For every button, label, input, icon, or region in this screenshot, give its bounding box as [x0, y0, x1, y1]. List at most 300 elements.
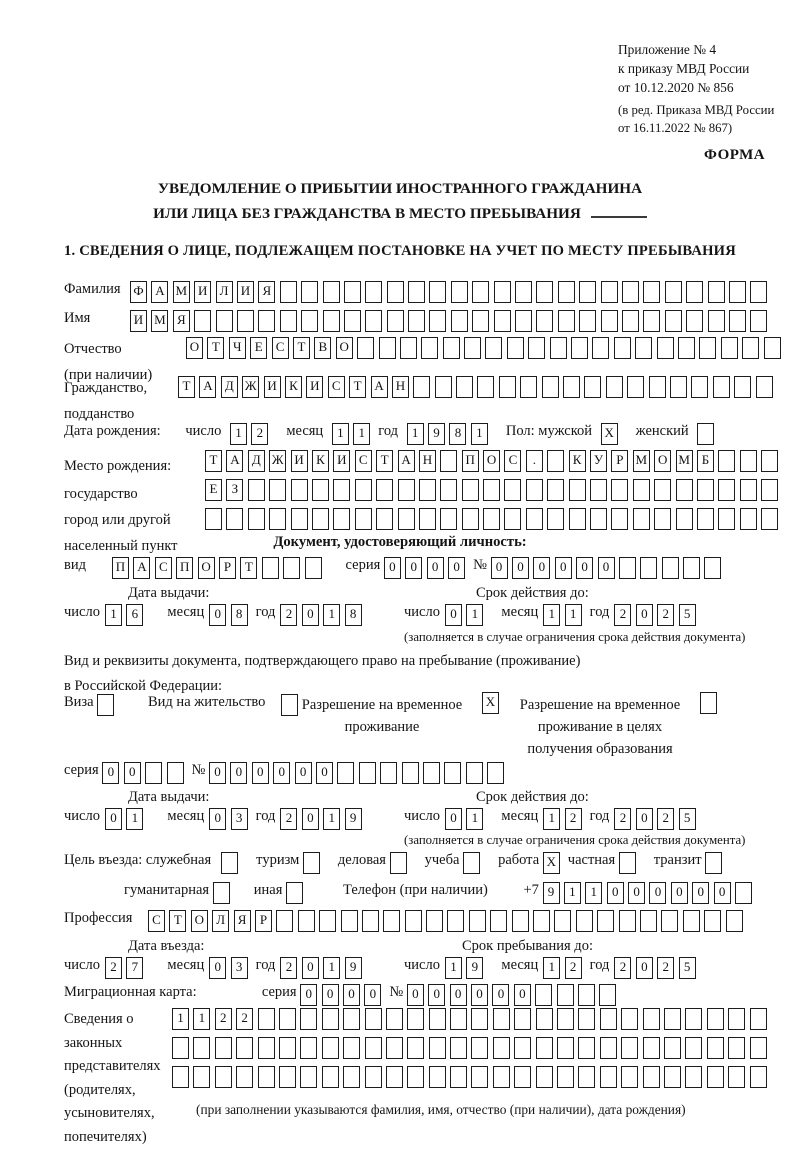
birth-month-cells[interactable]: [332, 423, 375, 445]
purpose-other-checkbox[interactable]: [286, 882, 307, 904]
form-cell[interactable]: [426, 910, 443, 932]
form-cell[interactable]: 0: [322, 984, 339, 1006]
form-cell[interactable]: 2: [236, 1008, 253, 1030]
form-cell[interactable]: [563, 376, 580, 398]
doc-seriya-cells[interactable]: [384, 557, 470, 579]
form-cell[interactable]: [365, 281, 382, 303]
form-cell[interactable]: Т: [293, 337, 310, 359]
form-cell[interactable]: [322, 1066, 339, 1088]
form-cell[interactable]: 1: [466, 808, 483, 830]
form-cell[interactable]: [611, 479, 628, 501]
form-cell[interactable]: [407, 1066, 424, 1088]
form-cell[interactable]: [579, 310, 596, 332]
form-cell[interactable]: [429, 1008, 446, 1030]
form-cell[interactable]: [764, 337, 781, 359]
form-cell[interactable]: [654, 479, 671, 501]
form-cell[interactable]: 1: [105, 604, 122, 626]
form-cell[interactable]: Я: [258, 281, 275, 303]
purpose-tourism-checkbox[interactable]: [303, 852, 324, 874]
form-cell[interactable]: 0: [450, 984, 467, 1006]
form-cell[interactable]: Н: [392, 376, 409, 398]
form-cell[interactable]: 0: [512, 557, 529, 579]
form-cell[interactable]: З: [226, 479, 243, 501]
form-cell[interactable]: 0: [343, 984, 360, 1006]
form-cell[interactable]: 1: [353, 423, 370, 445]
form-cell[interactable]: 0: [300, 984, 317, 1006]
form-cell[interactable]: [463, 852, 480, 874]
form-cell[interactable]: [542, 376, 559, 398]
form-cell[interactable]: 0: [598, 557, 615, 579]
form-cell[interactable]: [547, 479, 564, 501]
form-cell[interactable]: [456, 376, 473, 398]
form-cell[interactable]: [408, 310, 425, 332]
form-cell[interactable]: [429, 1066, 446, 1088]
form-cell[interactable]: 0: [407, 984, 424, 1006]
form-cell[interactable]: [305, 557, 322, 579]
form-cell[interactable]: [435, 376, 452, 398]
form-cell[interactable]: [750, 281, 767, 303]
form-cell[interactable]: 6: [126, 604, 143, 626]
form-cell[interactable]: 8: [449, 423, 466, 445]
form-cell[interactable]: А: [151, 281, 168, 303]
form-cell[interactable]: [708, 310, 725, 332]
form-cell[interactable]: [258, 1037, 275, 1059]
form-cell[interactable]: 0: [428, 984, 445, 1006]
form-cell[interactable]: 0: [302, 808, 319, 830]
sex-female-checkbox[interactable]: [697, 423, 718, 445]
citizenship-cells[interactable]: [178, 376, 777, 398]
form-cell[interactable]: [276, 910, 293, 932]
form-cell[interactable]: 0: [628, 882, 645, 904]
form-cell[interactable]: [494, 310, 511, 332]
form-cell[interactable]: Б: [697, 450, 714, 472]
form-cell[interactable]: 2: [251, 423, 268, 445]
form-cell[interactable]: 0: [209, 957, 226, 979]
form-cell[interactable]: 0: [302, 957, 319, 979]
doc-issue-day-cells[interactable]: [105, 604, 148, 626]
form-cell[interactable]: В: [314, 337, 331, 359]
form-cell[interactable]: [611, 508, 628, 530]
form-cell[interactable]: [312, 508, 329, 530]
form-cell[interactable]: 2: [657, 957, 674, 979]
form-cell[interactable]: 0: [671, 882, 688, 904]
form-cell[interactable]: X: [482, 692, 499, 714]
form-cell[interactable]: [493, 1037, 510, 1059]
form-cell[interactable]: [400, 337, 417, 359]
form-cell[interactable]: [726, 910, 743, 932]
form-cell[interactable]: [578, 1037, 595, 1059]
form-cell[interactable]: [734, 376, 751, 398]
form-cell[interactable]: [405, 910, 422, 932]
form-cell[interactable]: [691, 376, 708, 398]
form-cell[interactable]: [440, 479, 457, 501]
form-cell[interactable]: [421, 337, 438, 359]
form-cell[interactable]: 0: [607, 882, 624, 904]
form-cell[interactable]: 2: [657, 604, 674, 626]
form-cell[interactable]: [718, 450, 735, 472]
form-cell[interactable]: [740, 508, 757, 530]
doc-issue-year-cells[interactable]: [280, 604, 366, 626]
form-cell[interactable]: О: [191, 910, 208, 932]
doc-kind-cells[interactable]: [112, 557, 326, 579]
form-cell[interactable]: [466, 762, 483, 784]
form-cell[interactable]: [283, 557, 300, 579]
form-cell[interactable]: О: [654, 450, 671, 472]
form-cell[interactable]: 2: [280, 808, 297, 830]
form-cell[interactable]: [387, 281, 404, 303]
form-cell[interactable]: К: [285, 376, 302, 398]
profession-cells[interactable]: [148, 910, 747, 932]
form-cell[interactable]: [686, 281, 703, 303]
form-cell[interactable]: 0: [427, 557, 444, 579]
form-cell[interactable]: [761, 508, 778, 530]
form-cell[interactable]: [298, 910, 315, 932]
entry-day-cells[interactable]: [105, 957, 148, 979]
form-cell[interactable]: [528, 337, 545, 359]
form-cell[interactable]: [471, 1037, 488, 1059]
form-cell[interactable]: А: [133, 557, 150, 579]
form-cell[interactable]: [215, 1066, 232, 1088]
form-cell[interactable]: Р: [611, 450, 628, 472]
form-cell[interactable]: 2: [105, 957, 122, 979]
form-cell[interactable]: [514, 1008, 531, 1030]
doc-valid-month-cells[interactable]: [543, 604, 586, 626]
form-cell[interactable]: Т: [240, 557, 257, 579]
form-cell[interactable]: [697, 508, 714, 530]
form-cell[interactable]: Ж: [269, 450, 286, 472]
doc-valid-year-cells[interactable]: [614, 604, 700, 626]
form-cell[interactable]: [443, 337, 460, 359]
form-cell[interactable]: [665, 281, 682, 303]
form-cell[interactable]: 9: [345, 808, 362, 830]
form-cell[interactable]: [376, 479, 393, 501]
purpose-official-checkbox[interactable]: [221, 852, 242, 874]
form-cell[interactable]: [654, 508, 671, 530]
form-cell[interactable]: [536, 1008, 553, 1030]
doc-valid-day-cells[interactable]: [445, 604, 488, 626]
form-cell[interactable]: Ф: [130, 281, 147, 303]
doc-no-cells[interactable]: [491, 557, 726, 579]
form-cell[interactable]: [387, 310, 404, 332]
form-cell[interactable]: А: [398, 450, 415, 472]
form-cell[interactable]: 0: [636, 808, 653, 830]
form-cell[interactable]: [226, 508, 243, 530]
form-cell[interactable]: [440, 450, 457, 472]
form-cell[interactable]: [337, 762, 354, 784]
form-cell[interactable]: [472, 310, 489, 332]
form-cell[interactable]: [619, 852, 636, 874]
form-cell[interactable]: [319, 910, 336, 932]
form-cell[interactable]: Р: [219, 557, 236, 579]
form-cell[interactable]: [718, 479, 735, 501]
form-cell[interactable]: [600, 1066, 617, 1088]
form-cell[interactable]: [622, 281, 639, 303]
form-cell[interactable]: [554, 910, 571, 932]
form-cell[interactable]: Я: [234, 910, 251, 932]
form-cell[interactable]: 0: [533, 557, 550, 579]
form-cell[interactable]: [451, 281, 468, 303]
form-cell[interactable]: 0: [105, 808, 122, 830]
temp-permit-checkbox[interactable]: [482, 692, 503, 714]
form-cell[interactable]: 8: [345, 604, 362, 626]
form-cell[interactable]: 1: [543, 957, 560, 979]
form-cell[interactable]: [704, 557, 721, 579]
sex-male-checkbox[interactable]: [601, 423, 622, 445]
form-cell[interactable]: 2: [614, 808, 631, 830]
form-cell[interactable]: [447, 910, 464, 932]
permit-valid-year-cells[interactable]: [614, 808, 700, 830]
form-cell[interactable]: [742, 337, 759, 359]
stay-year-cells[interactable]: [614, 957, 700, 979]
form-cell[interactable]: О: [483, 450, 500, 472]
form-cell[interactable]: [601, 310, 618, 332]
form-cell[interactable]: [504, 479, 521, 501]
form-cell[interactable]: [386, 1066, 403, 1088]
form-cell[interactable]: 1: [332, 423, 349, 445]
form-cell[interactable]: [721, 337, 738, 359]
form-cell[interactable]: [236, 1066, 253, 1088]
form-cell[interactable]: [558, 281, 575, 303]
form-cell[interactable]: [683, 910, 700, 932]
form-cell[interactable]: [547, 450, 564, 472]
form-cell[interactable]: [493, 1008, 510, 1030]
form-cell[interactable]: [547, 508, 564, 530]
form-cell[interactable]: [664, 1066, 681, 1088]
form-cell[interactable]: [280, 310, 297, 332]
form-cell[interactable]: [597, 910, 614, 932]
form-cell[interactable]: Л: [216, 281, 233, 303]
form-cell[interactable]: [649, 376, 666, 398]
permit-issue-day-cells[interactable]: [105, 808, 148, 830]
form-cell[interactable]: [487, 762, 504, 784]
form-cell[interactable]: [686, 310, 703, 332]
form-cell[interactable]: [323, 310, 340, 332]
form-cell[interactable]: [379, 337, 396, 359]
form-cell[interactable]: К: [312, 450, 329, 472]
form-cell[interactable]: П: [112, 557, 129, 579]
form-cell[interactable]: [504, 508, 521, 530]
form-cell[interactable]: [450, 1008, 467, 1030]
form-cell[interactable]: 0: [491, 557, 508, 579]
permit-issue-year-cells[interactable]: [280, 808, 366, 830]
form-cell[interactable]: 1: [407, 423, 424, 445]
form-cell[interactable]: 3: [231, 808, 248, 830]
form-cell[interactable]: [707, 1066, 724, 1088]
form-cell[interactable]: П: [462, 450, 479, 472]
form-cell[interactable]: 1: [585, 882, 602, 904]
form-cell[interactable]: [248, 508, 265, 530]
form-cell[interactable]: [483, 479, 500, 501]
form-cell[interactable]: .: [526, 450, 543, 472]
form-cell[interactable]: [462, 479, 479, 501]
form-cell[interactable]: [322, 1037, 339, 1059]
form-cell[interactable]: 2: [280, 604, 297, 626]
form-cell[interactable]: И: [306, 376, 323, 398]
form-cell[interactable]: [490, 910, 507, 932]
form-cell[interactable]: 0: [209, 604, 226, 626]
form-cell[interactable]: 0: [471, 984, 488, 1006]
form-cell[interactable]: [413, 376, 430, 398]
mig-no-cells[interactable]: [407, 984, 621, 1006]
form-cell[interactable]: [557, 1066, 574, 1088]
form-cell[interactable]: У: [590, 450, 607, 472]
form-cell[interactable]: 0: [445, 808, 462, 830]
form-cell[interactable]: [635, 337, 652, 359]
form-cell[interactable]: [708, 281, 725, 303]
form-cell[interactable]: 0: [209, 808, 226, 830]
form-cell[interactable]: [600, 1037, 617, 1059]
form-cell[interactable]: [398, 479, 415, 501]
form-cell[interactable]: [558, 310, 575, 332]
name-cells[interactable]: [130, 310, 772, 332]
form-cell[interactable]: О: [186, 337, 203, 359]
form-cell[interactable]: [286, 882, 303, 904]
form-cell[interactable]: [365, 1008, 382, 1030]
form-cell[interactable]: [193, 1066, 210, 1088]
patronymic-cells[interactable]: [186, 337, 785, 359]
form-cell[interactable]: [97, 694, 114, 716]
form-cell[interactable]: [291, 508, 308, 530]
form-cell[interactable]: [606, 376, 623, 398]
form-cell[interactable]: [419, 508, 436, 530]
form-cell[interactable]: [213, 882, 230, 904]
form-cell[interactable]: 9: [466, 957, 483, 979]
form-cell[interactable]: [640, 557, 657, 579]
form-cell[interactable]: [670, 376, 687, 398]
form-cell[interactable]: [662, 557, 679, 579]
form-cell[interactable]: [621, 1066, 638, 1088]
form-cell[interactable]: 1: [445, 957, 462, 979]
form-cell[interactable]: [643, 1037, 660, 1059]
form-cell[interactable]: [365, 1066, 382, 1088]
form-cell[interactable]: [536, 281, 553, 303]
form-cell[interactable]: Т: [349, 376, 366, 398]
form-cell[interactable]: [419, 479, 436, 501]
form-cell[interactable]: [590, 479, 607, 501]
form-cell[interactable]: 0: [252, 762, 269, 784]
form-cell[interactable]: Ч: [229, 337, 246, 359]
form-cell[interactable]: [402, 762, 419, 784]
form-cell[interactable]: [590, 508, 607, 530]
form-cell[interactable]: Т: [169, 910, 186, 932]
form-cell[interactable]: [357, 337, 374, 359]
form-cell[interactable]: [621, 1037, 638, 1059]
entry-year-cells[interactable]: [280, 957, 366, 979]
form-cell[interactable]: 0: [448, 557, 465, 579]
form-cell[interactable]: [761, 450, 778, 472]
form-cell[interactable]: [756, 376, 773, 398]
permit-seriya-cells[interactable]: [102, 762, 188, 784]
form-cell[interactable]: 0: [492, 984, 509, 1006]
form-cell[interactable]: [729, 310, 746, 332]
form-cell[interactable]: [344, 310, 361, 332]
form-cell[interactable]: [621, 1008, 638, 1030]
form-cell[interactable]: С: [355, 450, 372, 472]
form-cell[interactable]: С: [272, 337, 289, 359]
doc-issue-month-cells[interactable]: [209, 604, 252, 626]
form-cell[interactable]: А: [371, 376, 388, 398]
form-cell[interactable]: [622, 310, 639, 332]
form-cell[interactable]: [685, 1008, 702, 1030]
form-cell[interactable]: [643, 1008, 660, 1030]
form-cell[interactable]: [440, 508, 457, 530]
form-cell[interactable]: [600, 1008, 617, 1030]
form-cell[interactable]: И: [291, 450, 308, 472]
form-cell[interactable]: [557, 1037, 574, 1059]
form-cell[interactable]: 0: [514, 984, 531, 1006]
form-cell[interactable]: [683, 557, 700, 579]
purpose-business-checkbox[interactable]: [390, 852, 411, 874]
form-cell[interactable]: [423, 762, 440, 784]
form-cell[interactable]: 0: [649, 882, 666, 904]
purpose-transit-checkbox[interactable]: [705, 852, 726, 874]
form-cell[interactable]: [303, 852, 320, 874]
form-cell[interactable]: [750, 1066, 767, 1088]
form-cell[interactable]: [472, 281, 489, 303]
surname-cells[interactable]: [130, 281, 772, 303]
form-cell[interactable]: К: [569, 450, 586, 472]
form-cell[interactable]: И: [333, 450, 350, 472]
form-cell[interactable]: [578, 984, 595, 1006]
purpose-work-checkbox[interactable]: [543, 852, 564, 874]
form-cell[interactable]: [262, 557, 279, 579]
form-cell[interactable]: [300, 1008, 317, 1030]
form-cell[interactable]: 0: [316, 762, 333, 784]
form-cell[interactable]: [740, 479, 757, 501]
mig-seriya-cells[interactable]: [300, 984, 386, 1006]
form-cell[interactable]: [355, 479, 372, 501]
form-cell[interactable]: [300, 1037, 317, 1059]
form-cell[interactable]: 2: [614, 957, 631, 979]
form-cell[interactable]: 5: [679, 808, 696, 830]
form-cell[interactable]: 2: [280, 957, 297, 979]
form-cell[interactable]: [145, 762, 162, 784]
form-cell[interactable]: М: [633, 450, 650, 472]
form-cell[interactable]: [569, 479, 586, 501]
form-cell[interactable]: 7: [126, 957, 143, 979]
form-cell[interactable]: [485, 337, 502, 359]
form-cell[interactable]: [661, 910, 678, 932]
form-cell[interactable]: 0: [384, 557, 401, 579]
form-cell[interactable]: [269, 508, 286, 530]
form-cell[interactable]: [643, 1066, 660, 1088]
form-cell[interactable]: П: [176, 557, 193, 579]
form-cell[interactable]: [343, 1066, 360, 1088]
entry-month-cells[interactable]: [209, 957, 252, 979]
form-cell[interactable]: 1: [565, 604, 582, 626]
form-cell[interactable]: [343, 1037, 360, 1059]
form-cell[interactable]: [471, 1066, 488, 1088]
form-cell[interactable]: 0: [636, 604, 653, 626]
form-cell[interactable]: [322, 1008, 339, 1030]
form-cell[interactable]: [515, 310, 532, 332]
form-cell[interactable]: [464, 337, 481, 359]
form-cell[interactable]: [359, 762, 376, 784]
form-cell[interactable]: Т: [207, 337, 224, 359]
form-cell[interactable]: 2: [215, 1008, 232, 1030]
form-cell[interactable]: [301, 281, 318, 303]
form-cell[interactable]: [685, 1037, 702, 1059]
form-cell[interactable]: [507, 337, 524, 359]
form-cell[interactable]: [408, 281, 425, 303]
form-cell[interactable]: [386, 1008, 403, 1030]
form-cell[interactable]: [477, 376, 494, 398]
form-cell[interactable]: С: [155, 557, 172, 579]
form-cell[interactable]: [499, 376, 516, 398]
form-cell[interactable]: [601, 281, 618, 303]
form-cell[interactable]: [578, 1008, 595, 1030]
form-cell[interactable]: [483, 508, 500, 530]
